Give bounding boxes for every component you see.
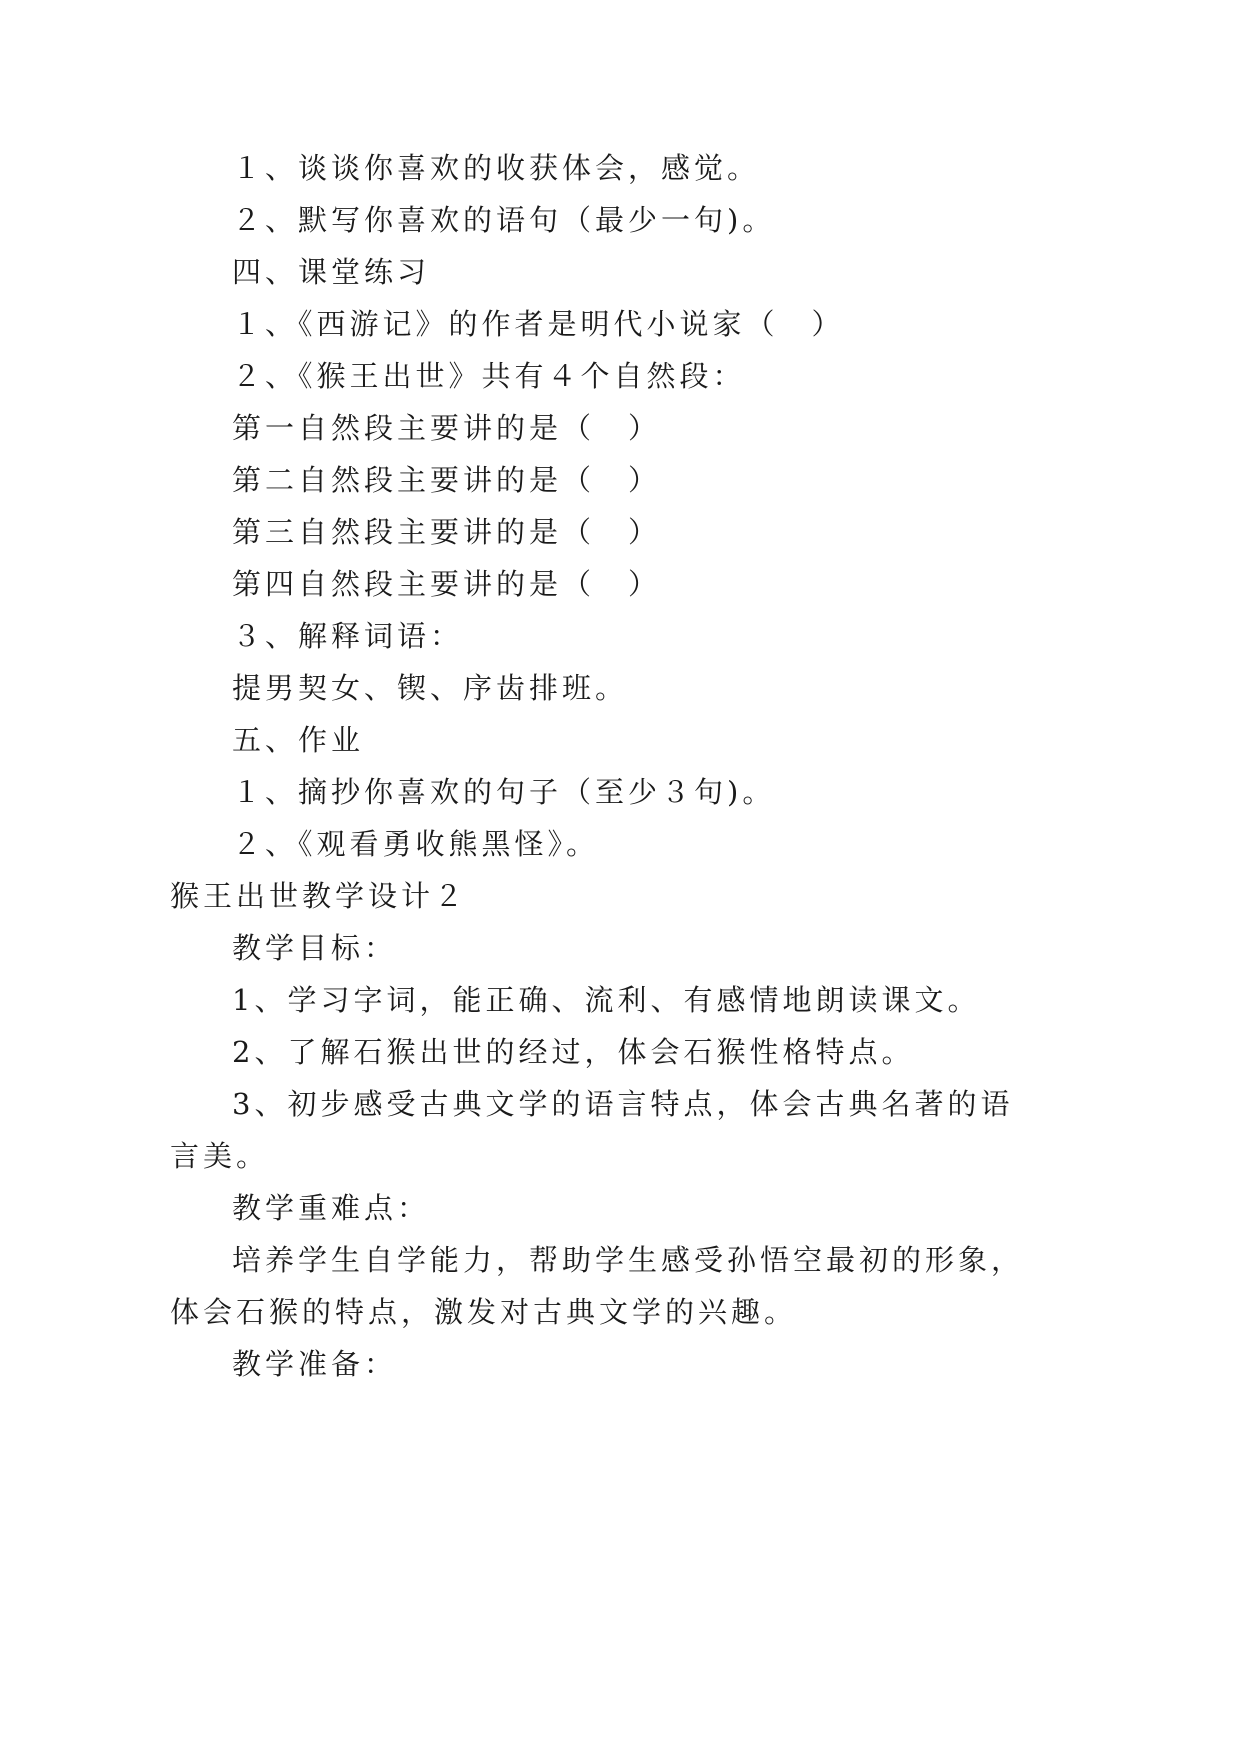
step-2-dictation: ２、默写你喜欢的语句（最少一句)。	[232, 203, 776, 237]
exercise-2-paragraphs: ２、《猴王出世》共有４个自然段：	[232, 359, 746, 393]
paragraph-2-question: 第二自然段主要讲的是（ ）	[232, 463, 662, 497]
exercise-1-author: １、《西游记》的作者是明代小说家（ ）	[232, 307, 845, 341]
paragraph-4-question: 第四自然段主要讲的是（ ）	[232, 567, 662, 601]
key-difficulties-line-2: 体会石猴的特点，激发对古典文学的兴趣。	[170, 1295, 798, 1329]
paragraph-3-question: 第三自然段主要讲的是（ ）	[232, 515, 662, 549]
key-difficulties-line-1: 培养学生自学能力，帮助学生感受孙悟空最初的形象，	[232, 1243, 1025, 1277]
heading-key-difficulties: 教学重难点：	[232, 1191, 431, 1225]
homework-1-copy-sentences: １、摘抄你喜欢的句子（至少３句)。	[232, 775, 776, 809]
objective-3-line-1: 3、初步感受古典文学的语言特点，体会古典名著的语	[232, 1087, 1014, 1121]
lesson-plan-title-2: 猴王出世教学设计２	[170, 879, 468, 913]
exercise-3-explain-words: ３、解释词语：	[232, 619, 464, 653]
paragraph-1-question: 第一自然段主要讲的是（ ）	[232, 411, 662, 445]
step-1-share-feelings: １、谈谈你喜欢的收获体会，感觉。	[232, 151, 761, 185]
objective-3-line-2: 言美。	[170, 1139, 270, 1173]
homework-2-watch: ２、《观看勇收熊黑怪》。	[232, 827, 600, 861]
objective-1: 1、学习字词，能正确、流利、有感情地朗读课文。	[232, 983, 981, 1017]
objective-2: 2、了解石猴出世的经过，体会石猴性格特点。	[232, 1035, 915, 1069]
vocabulary-list: 提男契女、锲、序齿排班。	[232, 671, 629, 705]
section-heading-homework: 五、作业	[232, 723, 365, 757]
heading-teaching-objectives: 教学目标：	[232, 931, 398, 965]
section-heading-classroom-practice: 四、课堂练习	[232, 255, 431, 289]
heading-teaching-preparation: 教学准备：	[232, 1347, 398, 1381]
